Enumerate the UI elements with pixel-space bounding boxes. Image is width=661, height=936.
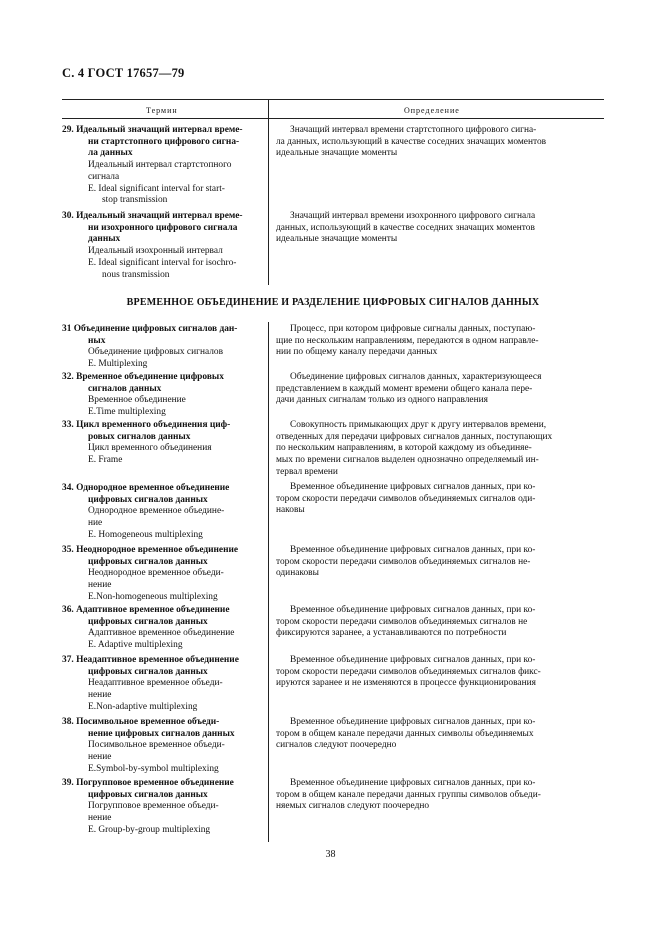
definition-line: сигналов следуют поочередно — [276, 740, 397, 751]
term-title-line: сигналов данных — [88, 383, 162, 394]
definition-line: Временное объединение цифровых сигналов данных, при ко- — [290, 605, 536, 615]
definition-line: дачи данных сигналам только из одного направления — [276, 395, 488, 406]
definition-line: тором скорости передачи символов объединяемых сигналов фикс- — [276, 666, 541, 677]
term-entry — [62, 324, 262, 371]
term-title-line: 30. Идеальный значащий интервал време- — [62, 211, 243, 221]
english-term-line: E.Symbol-by-symbol multiplexing — [88, 763, 219, 774]
term-title-line: 31 Объединение цифровых сигналов дан- — [62, 324, 238, 334]
synonym-line: нение — [88, 690, 112, 701]
english-term-line: E. Frame — [88, 455, 123, 466]
definition-line: Временное объединение цифровых сигналов данных, при ко- — [290, 717, 536, 727]
definition-line: Значащий интервал времени изохронного цифрового сигнала — [290, 211, 536, 221]
term-entry — [62, 778, 262, 837]
table-header-rule — [62, 118, 604, 119]
term-entry — [62, 655, 262, 714]
definition-text — [276, 324, 606, 359]
definition-line: по нескольким направлениям, в которой каждому из объединяе- — [276, 443, 532, 454]
english-term-line: E. Homogeneous multiplexing — [88, 529, 203, 540]
term-title-line: ровых сигналов данных — [88, 431, 191, 442]
definition-text — [276, 482, 606, 517]
synonym-line: Однородное временное объедине- — [88, 506, 225, 517]
english-term-line: E. Ideal significant interval for isochro- — [88, 257, 237, 268]
term-entry — [62, 483, 262, 542]
term-title-line: цифровых сигналов данных — [88, 789, 208, 800]
definition-line: ируются заранее и не изменяются в процессе функционирования — [276, 678, 536, 689]
term-entry — [62, 545, 262, 604]
term-title-line: ла данных — [88, 148, 133, 159]
english-term-line: E. Group-by-group multiplexing — [88, 824, 211, 835]
definition-line: ла данных, использующий в качестве соседних значащих моментов — [276, 136, 547, 147]
term-title-line: цифровых сигналов данных — [88, 494, 208, 505]
term-title-line: 37. Неадаптивное временное объединение — [62, 655, 239, 665]
definition-text — [276, 778, 606, 813]
english-term-line: E.Non-homogeneous multiplexing — [88, 591, 218, 602]
synonym-line: нение — [88, 752, 112, 763]
definition-line: Объединение цифровых сигналов данных, характеризующееся — [290, 372, 542, 382]
term-entry — [62, 125, 262, 207]
definition-line: Временное объединение цифровых сигналов данных, при ко- — [290, 545, 536, 555]
definition-line: тором в общем канале передачи данных группы символов объеди- — [276, 789, 541, 800]
synonym-line: Посимвольное временное объеди- — [88, 740, 225, 751]
term-entry — [62, 717, 262, 776]
english-term-line: E. Adaptive multiplexing — [88, 640, 183, 651]
synonym-line: нение — [88, 580, 112, 591]
term-title-line: ни изохронного цифрового сигнала — [88, 222, 238, 233]
definition-text — [276, 545, 606, 580]
definition-text — [276, 372, 606, 407]
synonym-line: Идеальный изохронный интервал — [88, 246, 223, 257]
synonym-line: Погрупповое временное объеди- — [88, 801, 219, 812]
definition-text — [276, 655, 606, 690]
definition-line: Совокупность примыкающих друг к другу интервалов времени, — [290, 420, 547, 430]
definition-line: щие по нескольким направлениям, передаются в одном направле- — [276, 335, 539, 346]
definition-line: идеальные значащие моменты — [276, 148, 398, 159]
column-header-definition: Определение — [404, 106, 460, 115]
term-title-line: данных — [88, 234, 121, 245]
definition-text — [276, 717, 606, 752]
term-title-line: ни стартстопного цифрового сигна- — [88, 136, 240, 147]
definition-line: наковы — [276, 505, 305, 516]
term-title-line: ных — [88, 335, 106, 346]
synonym-line: ние — [88, 518, 103, 529]
definition-line: тором скорости передачи символов объединяемых сигналов не- — [276, 556, 531, 567]
definition-line: мых по времени сигналов выделен однозначно определяемый ин- — [276, 455, 539, 466]
term-entry — [62, 420, 262, 467]
term-title-line: 38. Посимвольное временное объеди- — [62, 717, 220, 727]
definition-text — [276, 211, 606, 246]
term-entry — [62, 605, 262, 652]
english-term-line: nous transmission — [102, 269, 170, 280]
definition-line: одинаковы — [276, 568, 319, 579]
term-title-line: 29. Идеальный значащий интервал време- — [62, 125, 243, 135]
column-header-term: Термин — [146, 106, 178, 115]
definition-line: идеальные значащие моменты — [276, 234, 398, 245]
definition-line: фиксируются заранее, а устанавливаются по потребности — [276, 628, 507, 639]
definition-line: тором в общем канале передачи данных символы объединяемых — [276, 728, 534, 739]
english-term-line: E.Time multiplexing — [88, 407, 166, 418]
synonym-line: нение — [88, 813, 112, 824]
definition-line: данных, использующий в качестве соседних значащих моментов — [276, 222, 535, 233]
definition-line: нии по общему каналу передачи данных — [276, 347, 438, 358]
english-term-line: E. Ideal significant interval for start- — [88, 183, 225, 194]
definition-line: Временное объединение цифровых сигналов данных, при ко- — [290, 482, 536, 492]
synonym-line: сигнала — [88, 171, 120, 182]
header-column-divider — [268, 99, 269, 118]
table-top-rule — [62, 99, 604, 100]
synonym-line: Идеальный интервал стартстопного — [88, 160, 232, 171]
column-divider-upper — [268, 118, 269, 285]
definition-line: няемых сигналов следуют поочередно — [276, 801, 430, 812]
synonym-line: Неоднородное временное объеди- — [88, 568, 224, 579]
definition-line: тервал времени — [276, 466, 338, 477]
synonym-line: Цикл временного объединения — [88, 443, 212, 454]
term-title-line: цифровых сигналов данных — [88, 666, 208, 677]
term-title-line: нение цифровых сигналов данных — [88, 728, 235, 739]
definition-text — [276, 125, 606, 160]
term-title-line: цифровых сигналов данных — [88, 616, 208, 627]
page-number: 38 — [325, 849, 336, 860]
definition-line: тором скорости передачи символов объединяемых сигналов оди- — [276, 493, 536, 504]
term-entry — [62, 211, 262, 281]
page-header: С. 4 ГОСТ 17657—79 — [62, 66, 185, 80]
english-term-line: stop transmission — [102, 195, 168, 206]
synonym-line: Адаптивное временное объединение — [88, 628, 235, 639]
definition-line: Временное объединение цифровых сигналов данных, при ко- — [290, 778, 536, 788]
term-title-line: цифровых сигналов данных — [88, 556, 208, 567]
english-term-line: E.Non-adaptive multiplexing — [88, 701, 198, 712]
synonym-line: Неадаптивное временное объеди- — [88, 678, 223, 689]
definition-line: Значащий интервал времени стартстопного цифрового сигна- — [290, 125, 537, 135]
term-title-line: 32. Временное объединение цифровых — [62, 372, 224, 382]
term-title-line: 33. Цикл временного объединения циф- — [62, 420, 231, 430]
synonym-line: Объединение цифровых сигналов — [88, 347, 224, 358]
term-title-line: 39. Погрупповое временное объединение — [62, 778, 234, 788]
term-title-line: 34. Однородное временное объединение — [62, 483, 230, 493]
definition-line: Процесс, при котором цифровые сигналы данных, поступаю- — [290, 324, 536, 334]
term-entry — [62, 372, 262, 419]
definition-text — [276, 420, 606, 479]
definition-text — [276, 605, 606, 640]
section-title: ВРЕМЕННОЕ ОБЪЕДИНЕНИЕ И РАЗДЕЛЕНИЕ ЦИФРОВЫХ СИГНАЛОВ ДАННЫХ — [126, 297, 540, 308]
definition-line: Временное объединение цифровых сигналов данных, при ко- — [290, 655, 536, 665]
term-title-line: 36. Адаптивное временное объединение — [62, 605, 230, 615]
definition-line: отведенных для передачи цифровых сигналов данных, поступающих — [276, 431, 553, 442]
english-term-line: E. Multiplexing — [88, 359, 148, 370]
definition-line: представлением в каждый момент времени общего канала пере- — [276, 383, 533, 394]
definition-line: тором скорости передачи символов объединяемых сигналов не — [276, 616, 528, 627]
column-divider-lower — [268, 322, 269, 842]
term-title-line: 35. Неоднородное временное объединение — [62, 545, 239, 555]
synonym-line: Временное объединение — [88, 395, 186, 406]
